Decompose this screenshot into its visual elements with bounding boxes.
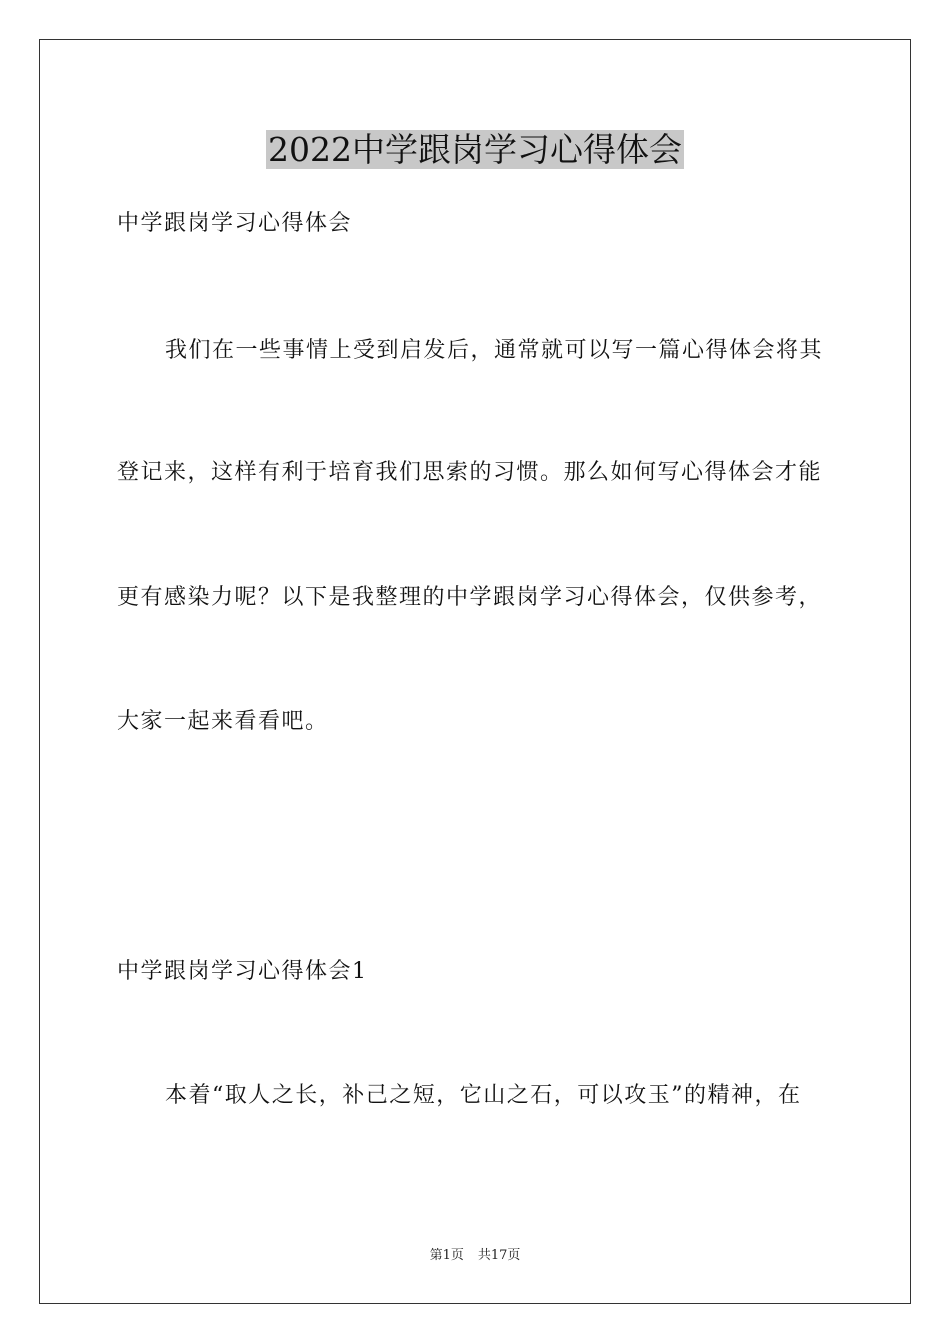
- paragraph-line: 本着“取人之长，补己之短，它山之石，可以攻玉”的精神，在: [165, 1083, 802, 1108]
- paragraph-line: 大家一起来看看吧。: [117, 709, 329, 734]
- page-footer: [0, 1247, 950, 1265]
- page-total: 共17页: [477, 1248, 521, 1263]
- paragraph-line: 登记来，这样有利于培育我们思索的习惯。那么如何写心得体会才能: [117, 460, 823, 485]
- paragraph-line: 更有感染力呢？以下是我整理的中学跟岗学习心得体会，仅供参考，: [117, 585, 823, 610]
- section-heading: 中学跟岗学习心得体会1: [117, 959, 368, 984]
- subtitle-line: 中学跟岗学习心得体会: [117, 211, 353, 236]
- page-number: 第1页: [429, 1248, 464, 1263]
- document-title: [0, 128, 950, 172]
- paragraph-line: 我们在一些事情上受到启发后，通常就可以写一篇心得体会将其: [165, 338, 824, 363]
- document-title-text: 2022中学跟岗学习心得体会: [268, 130, 682, 169]
